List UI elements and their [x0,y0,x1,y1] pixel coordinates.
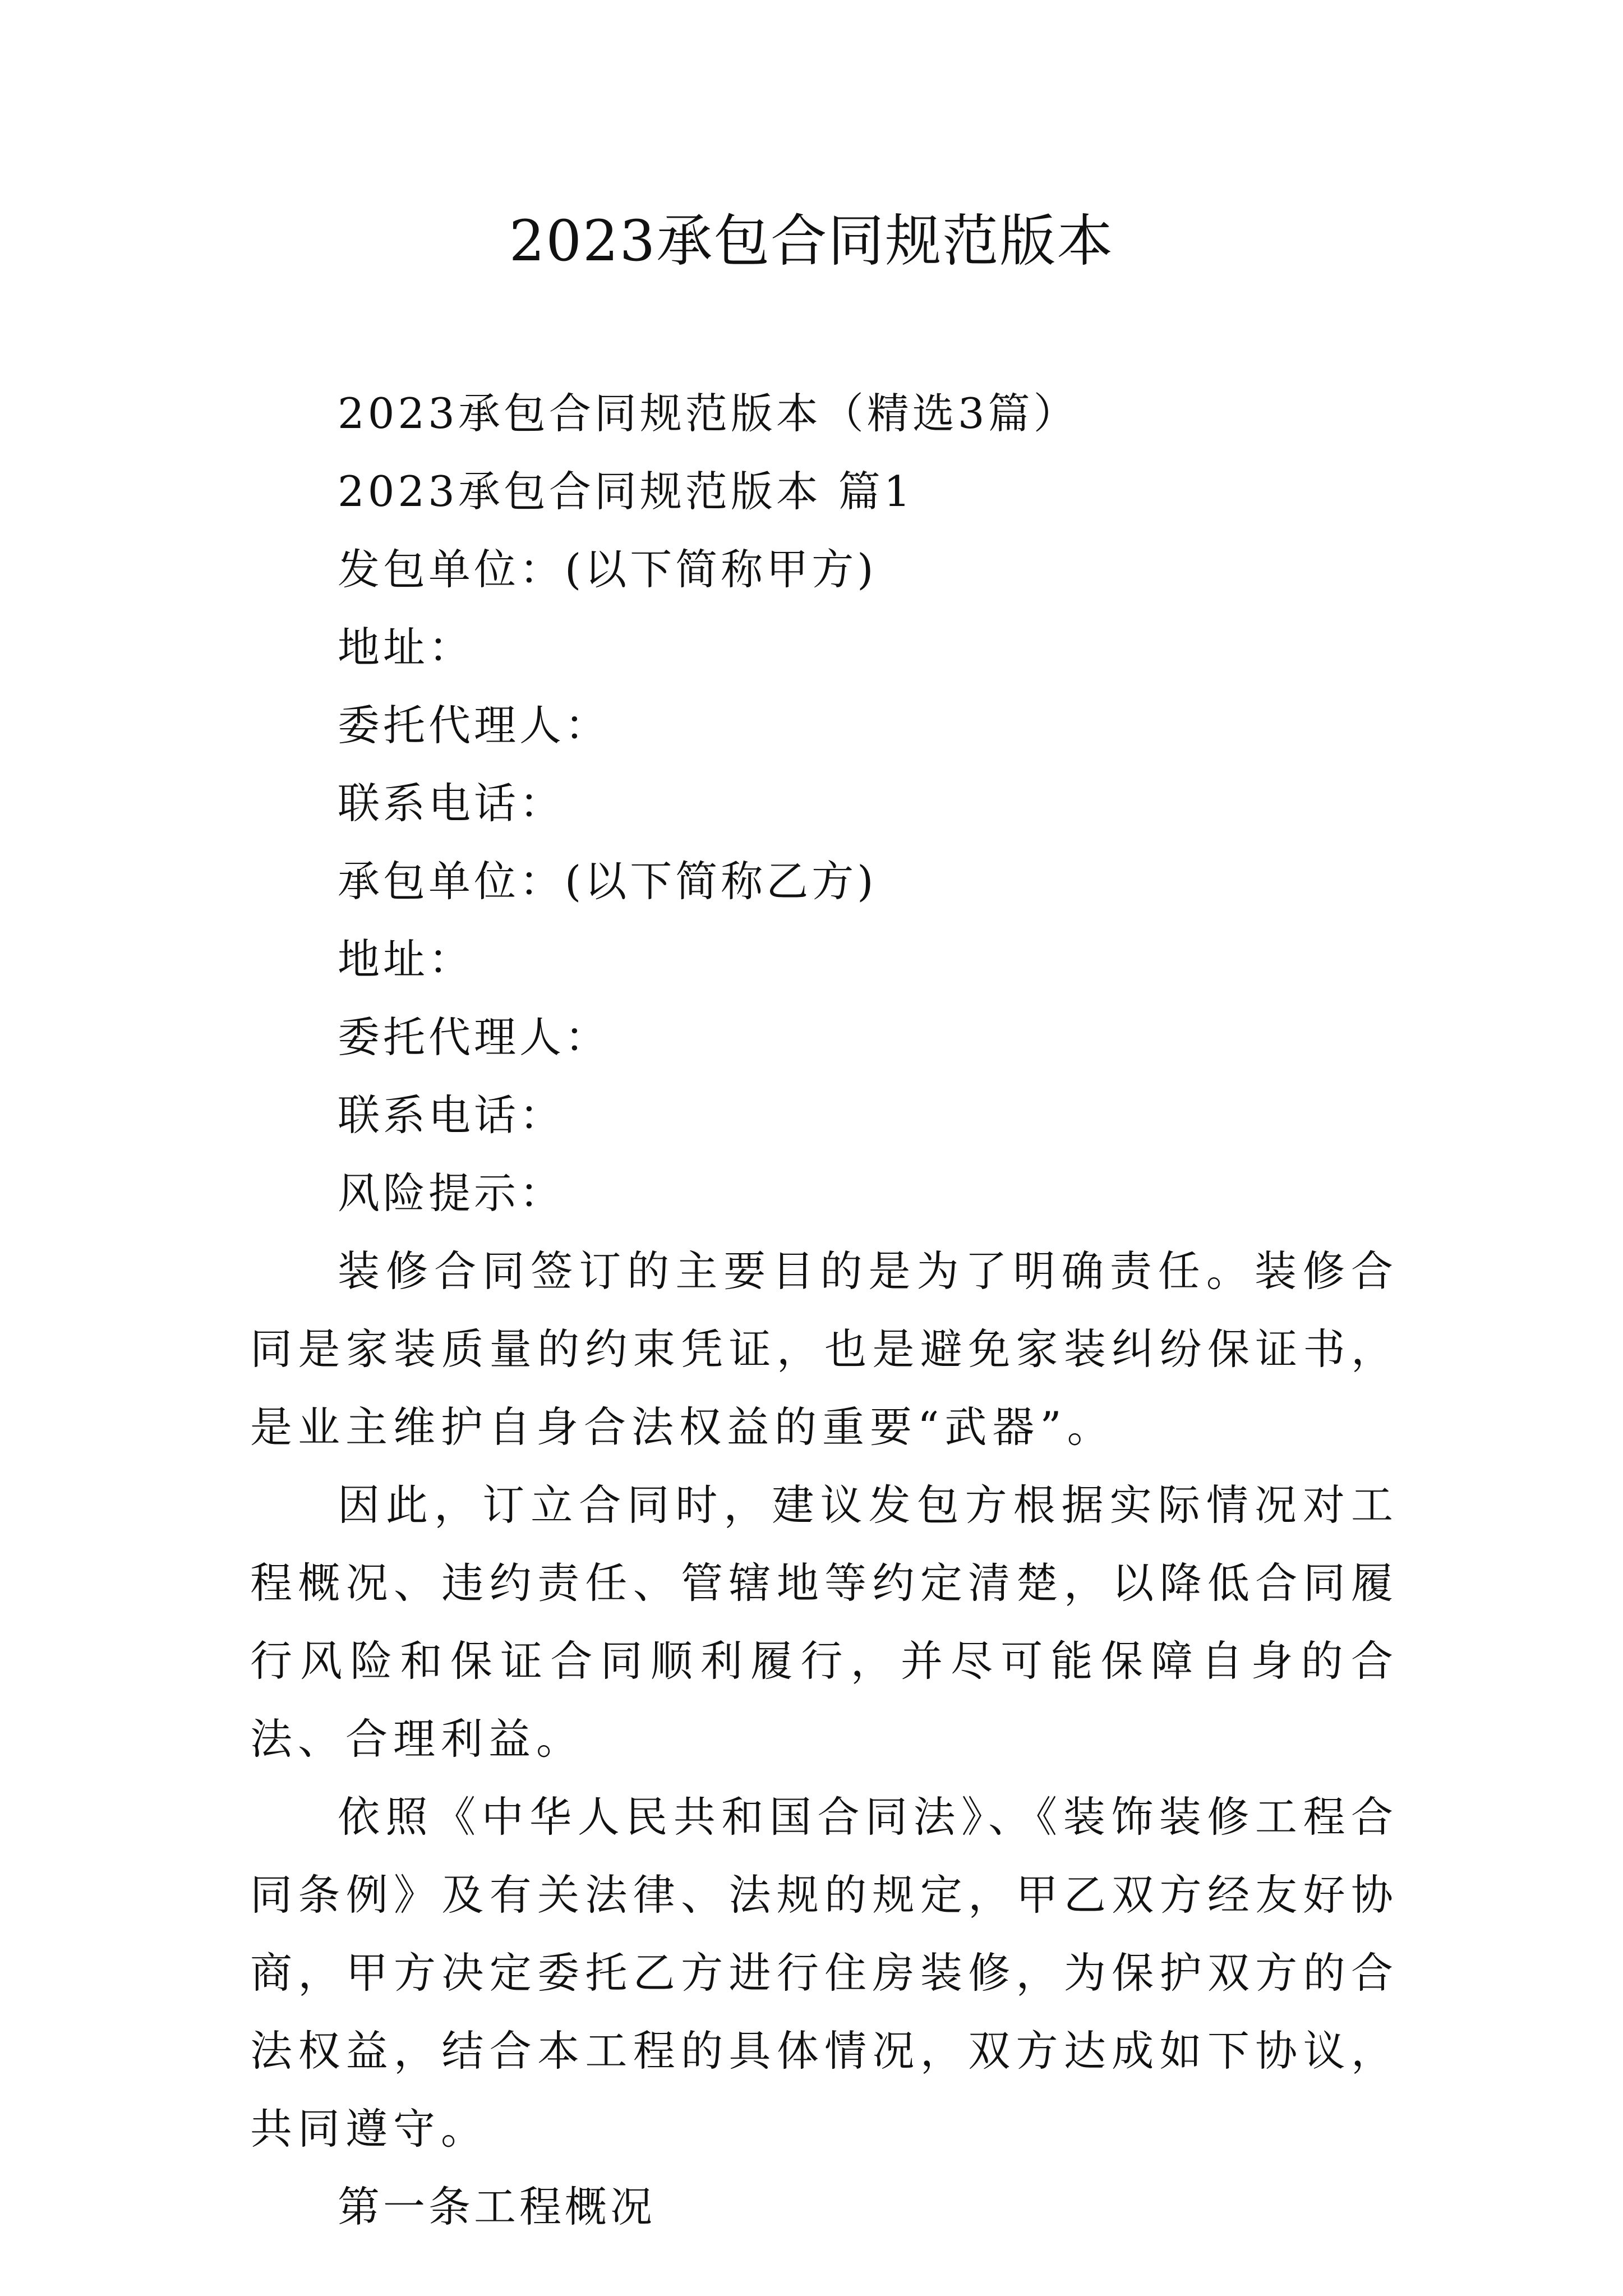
paragraph-party-b-agent: 委托代理人： [338,1013,611,1062]
paragraph-party-a-agent: 委托代理人： [338,701,611,750]
paragraph-risk-body-2: 因此，订立合同时，建议发包方根据实际情况对工程概况、违约责任、管辖地等约定清楚，以降低合同履行风险和保证合同顺利履行，并尽可能保障自身的合法、合理利益。 [250,1480,1399,1764]
paragraph-legal-basis: 依照《中华人民共和国合同法》、《装饰装修工程合同条例》及有关法律、法规的规定，甲乙双方经友好协商，甲方决定委托乙方进行住房装修，为保护双方的合法权益，结合本工程的具体情况，双方达成如下协议，共同遵守。 [250,1792,1399,2154]
paragraph-party-b-phone: 联系电话： [338,1091,565,1140]
paragraph-risk-body-1: 装修合同签订的主要目的是为了明确责任。装修合同是家装质量的约束凭证，也是避免家装纠纷保证书，是业主维护自身合法权益的重要“武器”。 [250,1246,1399,1452]
paragraph-party-b: 承包单位：(以下简称乙方) [338,857,877,906]
paragraph-party-b-address: 地址： [338,935,474,984]
document-body [250,375,1399,2246]
paragraph-risk-heading: 风险提示： [338,1168,565,1218]
paragraph-party-a-phone: 联系电话： [338,779,565,828]
paragraph-party-a-address: 地址： [338,623,474,672]
paragraph-section-heading: 2023承包合同规范版本 篇1 [338,467,914,516]
document-title: 2023承包合同规范版本 [509,208,1114,274]
paragraph-article-1: 第一条工程概况 [338,2182,656,2231]
paragraph-party-a: 发包单位：(以下简称甲方) [338,545,877,594]
paragraph-subtitle: 2023承包合同规范版本（精选3篇） [338,389,1079,438]
